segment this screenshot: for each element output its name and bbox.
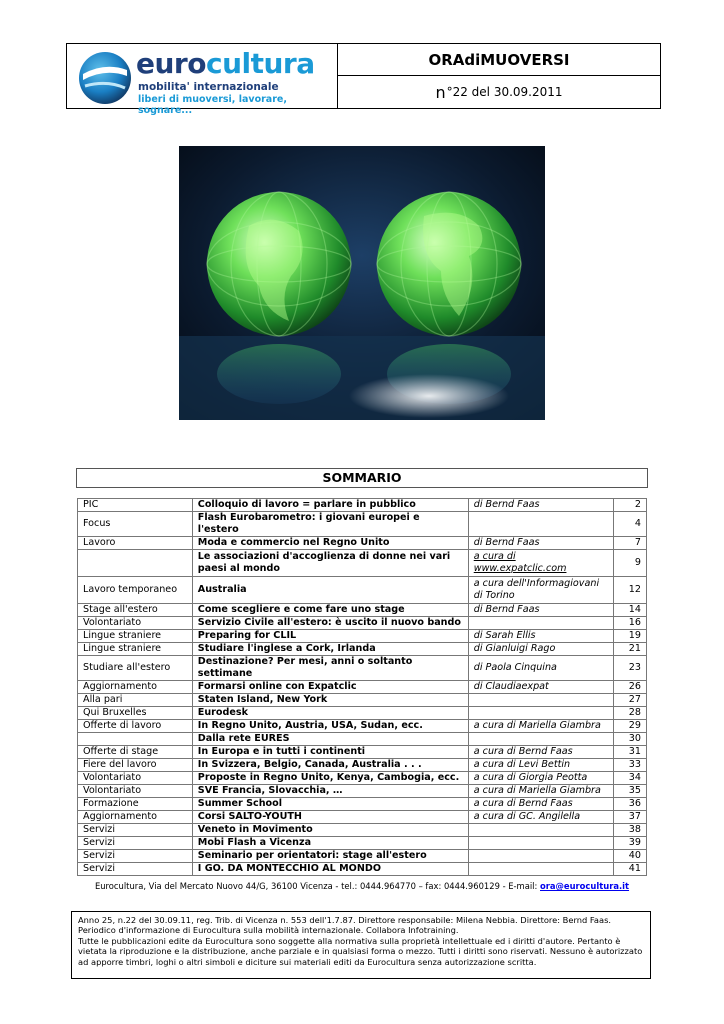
toc-section: Servizi (78, 850, 193, 863)
masthead (66, 43, 661, 116)
toc-page: 34 (613, 772, 646, 785)
toc-author: di Bernd Faas (468, 537, 613, 550)
toc-page: 31 (613, 746, 646, 759)
table-row (78, 617, 647, 630)
toc-article-title: Studiare l'inglese a Cork, Irlanda (192, 643, 468, 656)
toc-section: Studiare all'estero (78, 656, 193, 681)
toc-section: Servizi (78, 863, 193, 876)
toc-section: Volontariato (78, 785, 193, 798)
toc-section: Offerte di lavoro (78, 720, 193, 733)
toc-title: SOMMARIO (76, 468, 648, 488)
toc-section: Focus (78, 512, 193, 537)
toc-article-title: Seminario per orientatori: stage all'estero (192, 850, 468, 863)
table-row (78, 499, 647, 512)
toc-author: a cura di Bernd Faas (468, 746, 613, 759)
toc-article-title: Le associazioni d'accoglienza di donne nei vari paesi al mondo (192, 550, 468, 577)
toc-author: di Sarah Ellis (468, 630, 613, 643)
legal-line: Anno 25, n.22 del 30.09.11, reg. Trib. di Vicenza n. 553 dell'1.7.87. Direttore responsabile: Milena Nebbia. Direttore: Bernd Faas. Periodico d'informazione di Eurocultura sulla mobilità internazionale. Collabora Infotraining. (78, 915, 612, 936)
toc-article-title: In Svizzera, Belgio, Canada, Australia . . . (192, 759, 468, 772)
table-row (78, 537, 647, 550)
toc-author (468, 863, 613, 876)
toc-section: Aggiornamento (78, 811, 193, 824)
toc-page: 28 (613, 707, 646, 720)
table-row (78, 707, 647, 720)
email-link[interactable]: ora@eurocultura.it (540, 881, 630, 891)
globe-logo-icon (77, 50, 133, 106)
toc-section: Qui Bruxelles (78, 707, 193, 720)
toc-page: 29 (613, 720, 646, 733)
toc-article-title: Destinazione? Per mesi, anni o soltanto settimane (192, 656, 468, 681)
issue-number: n °22 del 30.09.2011 (435, 82, 563, 102)
toc-page: 35 (613, 785, 646, 798)
legal-line: Tutte le pubblicazioni edite da Eurocultura sono soggette alla normativa sulla proprietà intellettuale ed i diritti d'autore. Pertanto è vietata la riproduzione e la distribuzione, anche parziale e in qualsiasi forma o mezzo. Tutti i diritti sono riservati. Nessuno è autorizzato ad apporre timbri, loghi o altri simboli e diciture sui materiali editi da Eurocultura senza autorizzazione scritta. (78, 935, 643, 967)
toc-author: a cura di Giorgia Peotta (468, 772, 613, 785)
toc-article-title: Colloquio di lavoro = parlare in pubblico (192, 499, 468, 512)
toc-author: a cura dell'Informagiovani di Torino (468, 577, 613, 604)
logo (67, 44, 338, 116)
toc-page: 4 (613, 512, 646, 537)
table-row (78, 643, 647, 656)
toc-article-title: In Europa e in tutti i continenti (192, 746, 468, 759)
table-row (78, 681, 647, 694)
logo-wordmark: eurocultura (136, 47, 315, 80)
toc-article-title: Corsi SALTO-YOUTH (192, 811, 468, 824)
toc-page: 9 (613, 550, 646, 577)
table-row (78, 550, 647, 577)
toc-page: 7 (613, 537, 646, 550)
toc-section: Lavoro temporaneo (78, 577, 193, 604)
toc-article-title: Eurodesk (192, 707, 468, 720)
toc-author: a cura di Levi Bettin (468, 759, 613, 772)
toc-author: a cura di Bernd Faas (468, 798, 613, 811)
toc-page: 19 (613, 630, 646, 643)
toc-article-title: Flash Eurobarometro: i giovani europei e l'estero (192, 512, 468, 537)
table-row (78, 746, 647, 759)
toc-page: 38 (613, 824, 646, 837)
toc-section: Lavoro (78, 537, 193, 550)
table-row (78, 811, 647, 824)
toc-author: di Paola Cinquina (468, 656, 613, 681)
toc-page: 33 (613, 759, 646, 772)
toc-page: 14 (613, 604, 646, 617)
toc-article-title: Australia (192, 577, 468, 604)
toc-page: 23 (613, 656, 646, 681)
toc-section: Servizi (78, 837, 193, 850)
toc-page: 36 (613, 798, 646, 811)
table-row (78, 785, 647, 798)
toc-author (468, 837, 613, 850)
toc-author (468, 707, 613, 720)
toc-author (468, 850, 613, 863)
toc-author: a cura di Mariella Giambra (468, 720, 613, 733)
table-row (78, 630, 647, 643)
toc-section: Volontariato (78, 772, 193, 785)
toc-article-title: Summer School (192, 798, 468, 811)
toc-author: di Gianluigi Rago (468, 643, 613, 656)
toc-page: 2 (613, 499, 646, 512)
toc-author: di Claudiaexpat (468, 681, 613, 694)
toc-article-title: Proposte in Regno Unito, Kenya, Cambogia, ecc. (192, 772, 468, 785)
toc-section: Formazione (78, 798, 193, 811)
toc-article-title: Dalla rete EURES (192, 733, 468, 746)
toc-page: 27 (613, 694, 646, 707)
toc-section: Offerte di stage (78, 746, 193, 759)
toc-section: Aggiornamento (78, 681, 193, 694)
toc-section: Lingue straniere (78, 643, 193, 656)
toc-article-title: Come scegliere e come fare uno stage (192, 604, 468, 617)
toc-section: Stage all'estero (78, 604, 193, 617)
table-row (78, 656, 647, 681)
table-row (78, 694, 647, 707)
toc-author (468, 694, 613, 707)
table-row (78, 577, 647, 604)
toc-author: a cura di GC. Angilella (468, 811, 613, 824)
toc-author: di Bernd Faas (468, 604, 613, 617)
table-row (78, 863, 647, 876)
toc-article-title: Preparing for CLIL (192, 630, 468, 643)
toc-page: 41 (613, 863, 646, 876)
toc-section: Alla pari (78, 694, 193, 707)
toc-author: a cura di Mariella Giambra (468, 785, 613, 798)
table-row (78, 772, 647, 785)
toc-author (468, 733, 613, 746)
toc-author: di Bernd Faas (468, 499, 613, 512)
table-row (78, 824, 647, 837)
toc-section: Lingue straniere (78, 630, 193, 643)
table-row (78, 604, 647, 617)
toc-author: a cura di www.expatclic.com (468, 550, 613, 577)
toc-section (78, 733, 193, 746)
toc-article-title: Veneto in Movimento (192, 824, 468, 837)
toc-page: 21 (613, 643, 646, 656)
table-row (78, 512, 647, 537)
table-row (78, 733, 647, 746)
toc-author (468, 824, 613, 837)
table-row (78, 759, 647, 772)
toc-section: Fiere del lavoro (78, 759, 193, 772)
table-row (78, 720, 647, 733)
toc-article-title: Mobi Flash a Vicenza (192, 837, 468, 850)
toc-author (468, 617, 613, 630)
toc-page: 12 (613, 577, 646, 604)
toc-section: Volontariato (78, 617, 193, 630)
toc-table (77, 498, 647, 876)
logo-tagline: mobilita' internazionale (138, 81, 279, 93)
toc-article-title: Staten Island, New York (192, 694, 468, 707)
toc-section (78, 550, 193, 577)
toc-page: 40 (613, 850, 646, 863)
toc-page: 39 (613, 837, 646, 850)
contact-line: Eurocultura, Via del Mercato Nuovo 44/G, 36100 Vicenza - tel.: 0444.964770 – fax: 0444.960129 - E-mail: ora@eurocultura.it (94, 881, 630, 891)
toc-page: 37 (613, 811, 646, 824)
toc-section: Servizi (78, 824, 193, 837)
toc-page: 26 (613, 681, 646, 694)
newsletter-title: ORAdiMUOVERSI (338, 44, 660, 76)
toc-author (468, 512, 613, 537)
legal-notice (71, 911, 651, 979)
table-row (78, 798, 647, 811)
toc-section: PIC (78, 499, 193, 512)
table-row (78, 837, 647, 850)
toc-page: 30 (613, 733, 646, 746)
toc-article-title: Moda e commercio nel Regno Unito (192, 537, 468, 550)
toc-article-title: In Regno Unito, Austria, USA, Sudan, ecc. (192, 720, 468, 733)
table-row (78, 850, 647, 863)
toc-article-title: I GO. DA MONTECCHIO AL MONDO (192, 863, 468, 876)
toc-page: 16 (613, 617, 646, 630)
toc-article-title: Formarsi online con Expatclic (192, 681, 468, 694)
logo-slogan: liberi di muoversi, lavorare, sognare... (138, 94, 287, 116)
toc-article-title: Servizio Civile all'estero: è uscito il nuovo bando (192, 617, 468, 630)
globes-image (179, 146, 545, 420)
toc-article-title: SVE Francia, Slovacchia, … (192, 785, 468, 798)
